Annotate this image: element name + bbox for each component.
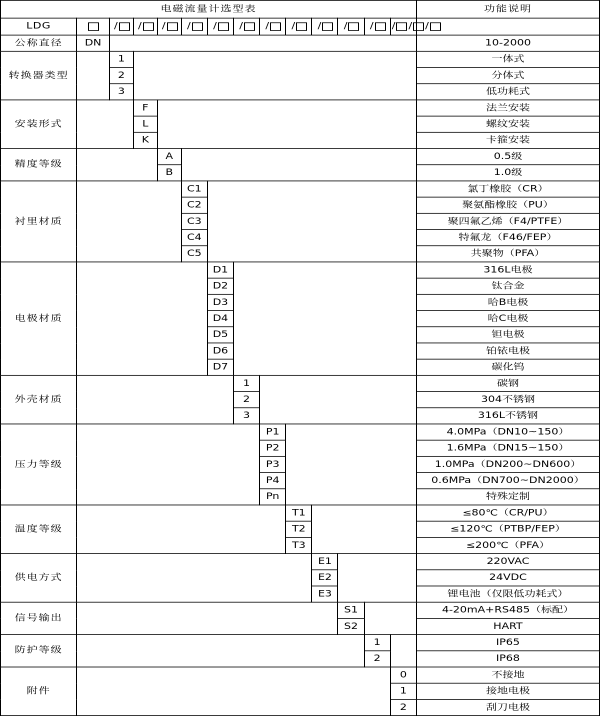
right-header: 功能说明 [416, 0, 599, 18]
row-label-3: 精度等级 [1, 149, 77, 181]
desc-cell-9-2: 锂电池（仅限低功耗式） [416, 586, 599, 602]
desc-cell-12-1: 接地电极 [416, 683, 599, 699]
row-label-0: 公称直径 [1, 35, 77, 51]
row-left-filler-4 [77, 181, 182, 262]
row-left-filler-9 [77, 554, 312, 603]
model-segment-12: / / / [390, 18, 416, 35]
row-left-filler-2 [77, 100, 134, 149]
desc-cell-6-0: 碳钢 [416, 375, 599, 391]
row-right-filler-4 [207, 181, 416, 262]
model-segment-7: / [260, 18, 286, 35]
desc-cell-8-2: ≤200℃（PFA） [416, 537, 599, 553]
row-left-filler-6 [77, 375, 234, 424]
model-segment-5: / [207, 18, 233, 35]
row-right-filler-9 [338, 554, 416, 603]
row-right-filler-5 [233, 262, 416, 375]
row-left-filler-5 [77, 262, 208, 375]
row-label-1: 转换器类型 [1, 51, 77, 100]
desc-cell-5-0: 316L电极 [416, 262, 599, 278]
desc-cell-7-1: 1.6MPa（DN15~150） [416, 440, 599, 456]
model-segment-9: / [312, 18, 338, 35]
desc-cell-12-2: 刮刀电极 [416, 699, 599, 715]
row-label-2: 安装形式 [1, 100, 77, 149]
row-right-filler-7 [286, 424, 417, 505]
desc-cell-9-0: 220VAC [416, 554, 599, 570]
row-right-filler-3 [181, 149, 416, 181]
model-segment-6: / [233, 18, 259, 35]
row-right-filler-0 [109, 35, 416, 51]
desc-cell-4-2: 聚四氟乙烯（F4/PTFE） [416, 213, 599, 229]
row-right-filler-10 [364, 602, 416, 634]
desc-cell-5-1: 钛合金 [416, 278, 599, 294]
desc-cell-4-4: 共聚物（PFA） [416, 246, 599, 262]
code-cell-5-6: D7 [207, 359, 233, 375]
row-label-5: 电极材质 [1, 262, 77, 375]
code-cell-11-0: 1 [364, 635, 390, 651]
desc-cell-6-2: 316L不锈钢 [416, 408, 599, 424]
code-cell-8-2: T3 [286, 537, 312, 553]
desc-cell-5-6: 碳化钨 [416, 359, 599, 375]
row-label-6: 外壳材质 [1, 375, 77, 424]
table-title: 电磁流量计选型表 [1, 0, 417, 18]
code-cell-2-1: L [133, 116, 157, 132]
desc-cell-11-1: IP68 [416, 651, 599, 667]
desc-cell-1-1: 分体式 [416, 68, 599, 84]
code-cell-8-1: T2 [286, 521, 312, 537]
model-segment-2: / [133, 18, 157, 35]
model-desc-empty [416, 18, 599, 35]
code-cell-2-2: K [133, 132, 157, 148]
row-left-filler-1 [77, 51, 110, 100]
row-left-filler-12 [77, 667, 391, 716]
code-cell-5-1: D2 [207, 278, 233, 294]
code-cell-9-2: E3 [312, 586, 338, 602]
code-cell-2-0: F [133, 100, 157, 116]
row-right-filler-1 [133, 51, 416, 100]
code-cell-7-2: P3 [260, 456, 286, 472]
row-left-filler-7 [77, 424, 260, 505]
desc-cell-3-0: 0.5级 [416, 149, 599, 165]
model-box-0 [77, 18, 110, 35]
desc-cell-2-0: 法兰安装 [416, 100, 599, 116]
desc-cell-7-2: 1.0MPa（DN200~DN600） [416, 456, 599, 472]
model-segment-11: / [364, 18, 390, 35]
desc-cell-1-2: 低功耗式 [416, 84, 599, 100]
code-cell-9-0: E1 [312, 554, 338, 570]
code-cell-5-0: D1 [207, 262, 233, 278]
code-cell-1-0: 1 [109, 51, 133, 67]
desc-cell-7-0: 4.0MPa（DN10~150） [416, 424, 599, 440]
code-cell-5-5: D6 [207, 343, 233, 359]
code-cell-10-1: S2 [338, 618, 364, 634]
code-cell-8-0: T1 [286, 505, 312, 521]
desc-cell-10-1: HART [416, 618, 599, 634]
row-right-filler-6 [260, 375, 417, 424]
code-cell-3-0: A [157, 149, 181, 165]
row-label-7: 压力等级 [1, 424, 77, 505]
code-cell-6-0: 1 [233, 375, 259, 391]
code-cell-1-2: 3 [109, 84, 133, 100]
desc-cell-4-3: 特氟龙（F46/FEP） [416, 230, 599, 246]
code-cell-7-3: P4 [260, 473, 286, 489]
row-left-filler-10 [77, 602, 338, 634]
desc-cell-9-1: 24VDC [416, 570, 599, 586]
row-left-filler-3 [77, 149, 158, 181]
model-code: LDG [1, 18, 77, 35]
desc-cell-3-1: 1.0级 [416, 165, 599, 181]
row-right-filler-2 [157, 100, 416, 149]
code-cell-5-4: D5 [207, 327, 233, 343]
code-cell-10-0: S1 [338, 602, 364, 618]
code-cell-11-1: 2 [364, 651, 390, 667]
desc-cell-4-0: 氯丁橡胶（CR） [416, 181, 599, 197]
code-cell-7-0: P1 [260, 424, 286, 440]
code-cell-7-1: P2 [260, 440, 286, 456]
code-cell-4-4: C5 [181, 246, 207, 262]
row-label-10: 信号输出 [1, 602, 77, 634]
desc-cell-5-4: 钽电极 [416, 327, 599, 343]
row-left-filler-8 [77, 505, 286, 554]
row-label-8: 温度等级 [1, 505, 77, 554]
code-cell-4-0: C1 [181, 181, 207, 197]
desc-cell-8-0: ≤80℃（CR/PU） [416, 505, 599, 521]
code-cell-6-1: 2 [233, 392, 259, 408]
code-cell-6-2: 3 [233, 408, 259, 424]
code-cell-12-1: 1 [390, 683, 416, 699]
code-cell-4-2: C3 [181, 213, 207, 229]
desc-cell-4-1: 聚氨酯橡胶（PU） [416, 197, 599, 213]
desc-cell-11-0: IP65 [416, 635, 599, 651]
row-left-filler-11 [77, 635, 364, 667]
desc-cell-10-0: 4-20mA+RS485（标配） [416, 602, 599, 618]
desc-cell-2-1: 螺纹安装 [416, 116, 599, 132]
desc-cell-2-2: 卡箍安装 [416, 132, 599, 148]
model-segment-3: / [157, 18, 181, 35]
code-cell-0-0: DN [77, 35, 110, 51]
code-cell-9-1: E2 [312, 570, 338, 586]
code-cell-12-0: 0 [390, 667, 416, 683]
desc-cell-5-2: 哈B电极 [416, 294, 599, 310]
desc-cell-7-3: 0.6MPa（DN700~DN2000） [416, 473, 599, 489]
model-segment-1: / [109, 18, 133, 35]
code-cell-1-1: 2 [109, 68, 133, 84]
desc-cell-12-0: 不接地 [416, 667, 599, 683]
code-cell-5-3: D4 [207, 311, 233, 327]
code-cell-12-2: 2 [390, 699, 416, 715]
desc-cell-6-1: 304不锈钢 [416, 392, 599, 408]
desc-cell-1-0: 一体式 [416, 51, 599, 67]
row-right-filler-8 [312, 505, 417, 554]
desc-cell-8-1: ≤120℃（PTBP/FEP） [416, 521, 599, 537]
code-cell-5-2: D3 [207, 294, 233, 310]
code-cell-7-4: Pn [260, 489, 286, 505]
desc-cell-0-0: 10-2000 [416, 35, 599, 51]
row-label-9: 供电方式 [1, 554, 77, 603]
code-cell-3-1: B [157, 165, 181, 181]
row-label-4: 衬里材质 [1, 181, 77, 262]
desc-cell-7-4: 特殊定制 [416, 489, 599, 505]
code-cell-4-1: C2 [181, 197, 207, 213]
model-segment-10: / [338, 18, 364, 35]
desc-cell-5-5: 铂铱电极 [416, 343, 599, 359]
row-label-12: 附件 [1, 667, 77, 716]
model-segment-4: / [181, 18, 207, 35]
desc-cell-5-3: 哈C电极 [416, 311, 599, 327]
row-right-filler-11 [390, 635, 416, 667]
model-segment-8: / [286, 18, 312, 35]
row-label-11: 防护等级 [1, 635, 77, 667]
code-cell-4-3: C4 [181, 230, 207, 246]
